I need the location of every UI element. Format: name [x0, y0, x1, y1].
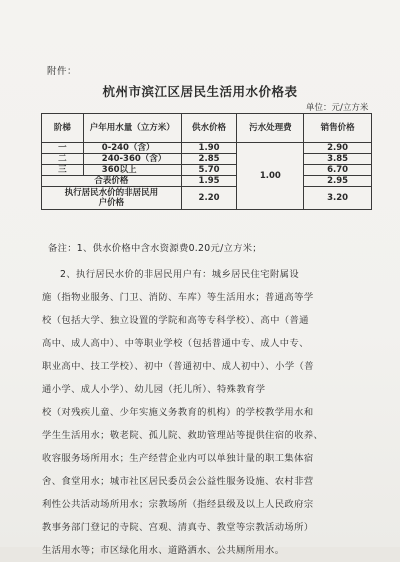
header-sewage-fee: 污水处理费	[237, 114, 304, 143]
document-title: 杭州市滨江区居民生活用水价格表	[102, 84, 298, 99]
unit-label: 单位：元/立方米	[306, 103, 369, 113]
note-1: 备注：1、供水价格中含水资源费0.20元/立方米；	[48, 243, 262, 254]
supply-price-cell: 2.85	[181, 154, 237, 165]
tier-cell: 一	[42, 143, 84, 154]
attachment-label: 附件：	[47, 66, 78, 77]
header-volume: 户年用水量（立方米）	[83, 114, 181, 143]
sale-price-cell: 3.20	[304, 187, 372, 210]
note-2-line: 施（指物业服务、门卫、消防、车库）等生活用水；普通高等学	[42, 292, 314, 303]
sale-price-cell: 6.70	[304, 165, 372, 176]
table-row	[42, 187, 372, 210]
note-2-line: 校（对残疾儿童、少年实施义务教育的机构）的学校教学用水和	[42, 407, 314, 418]
supply-price-cell: 5.70	[181, 165, 237, 176]
table-row	[42, 154, 372, 165]
table-row	[42, 165, 372, 176]
tier-cell: 二	[42, 154, 84, 165]
sale-price-cell: 2.90	[304, 143, 372, 154]
non-resident-label: 执行居民水价的非居民用户价格	[42, 187, 182, 210]
note-2-line: 职业高中、技工学校）、初中（普通初中、成人初中）、小学（普	[42, 361, 314, 372]
table-header-row	[42, 114, 372, 143]
note-2-line: 舍、食堂用水；城市社区居民委员会公益性服务设施、农村非营	[42, 476, 314, 487]
note-2-line: 2、执行居民水价的非居民用户有：城乡居民住宅附属设	[60, 269, 300, 280]
note-2-line: 生活用水等；市区绿化用水、道路洒水、公共厕所用水。	[42, 545, 285, 556]
note-2-line: 教事务部门登记的寺院、宫观、清真寺、教堂等宗教活动场所）	[42, 522, 314, 533]
note-2-line: 校（包括大学、独立设置的学院和高等专科学校）、高中（普通	[42, 315, 309, 326]
note-2-line: 利性公共活动场所用水；宗教场所（指经县级及以上人民政府宗	[42, 499, 314, 510]
table-row	[42, 143, 372, 154]
header-tier: 阶梯	[42, 114, 84, 143]
header-sale-price: 销售价格	[304, 114, 372, 143]
note-2-line: 收容服务场所用水；生产经营企业内可以单独计量的职工集体宿	[42, 453, 314, 464]
combined-meter-label: 合表价格	[42, 176, 182, 187]
note-2	[42, 263, 372, 562]
supply-price-cell: 2.20	[181, 187, 237, 210]
volume-cell: 240-360（含）	[83, 154, 181, 165]
water-price-table	[41, 113, 372, 210]
supply-price-cell: 1.95	[181, 176, 237, 187]
sale-price-cell: 3.85	[304, 154, 372, 165]
volume-cell: 0-240（含）	[83, 143, 181, 154]
volume-cell: 360以上	[83, 165, 181, 176]
note-2-line: 学生生活用水；敬老院、孤儿院、救助管理站等提供住宿的收养、	[42, 430, 324, 441]
note-2-line: 通小学、成人小学）、幼儿园（托儿所）、特殊教育学	[42, 384, 266, 395]
supply-price-cell: 1.90	[181, 143, 237, 154]
table-row	[42, 176, 372, 187]
sewage-fee-cell: 1.00	[237, 143, 304, 210]
sale-price-cell: 2.95	[304, 176, 372, 187]
tier-cell: 三	[42, 165, 84, 176]
header-supply-price: 供水价格	[181, 114, 237, 143]
note-2-line: 高中、成人高中）、中等职业学校（包括普通中专、成人中专、	[42, 338, 309, 349]
